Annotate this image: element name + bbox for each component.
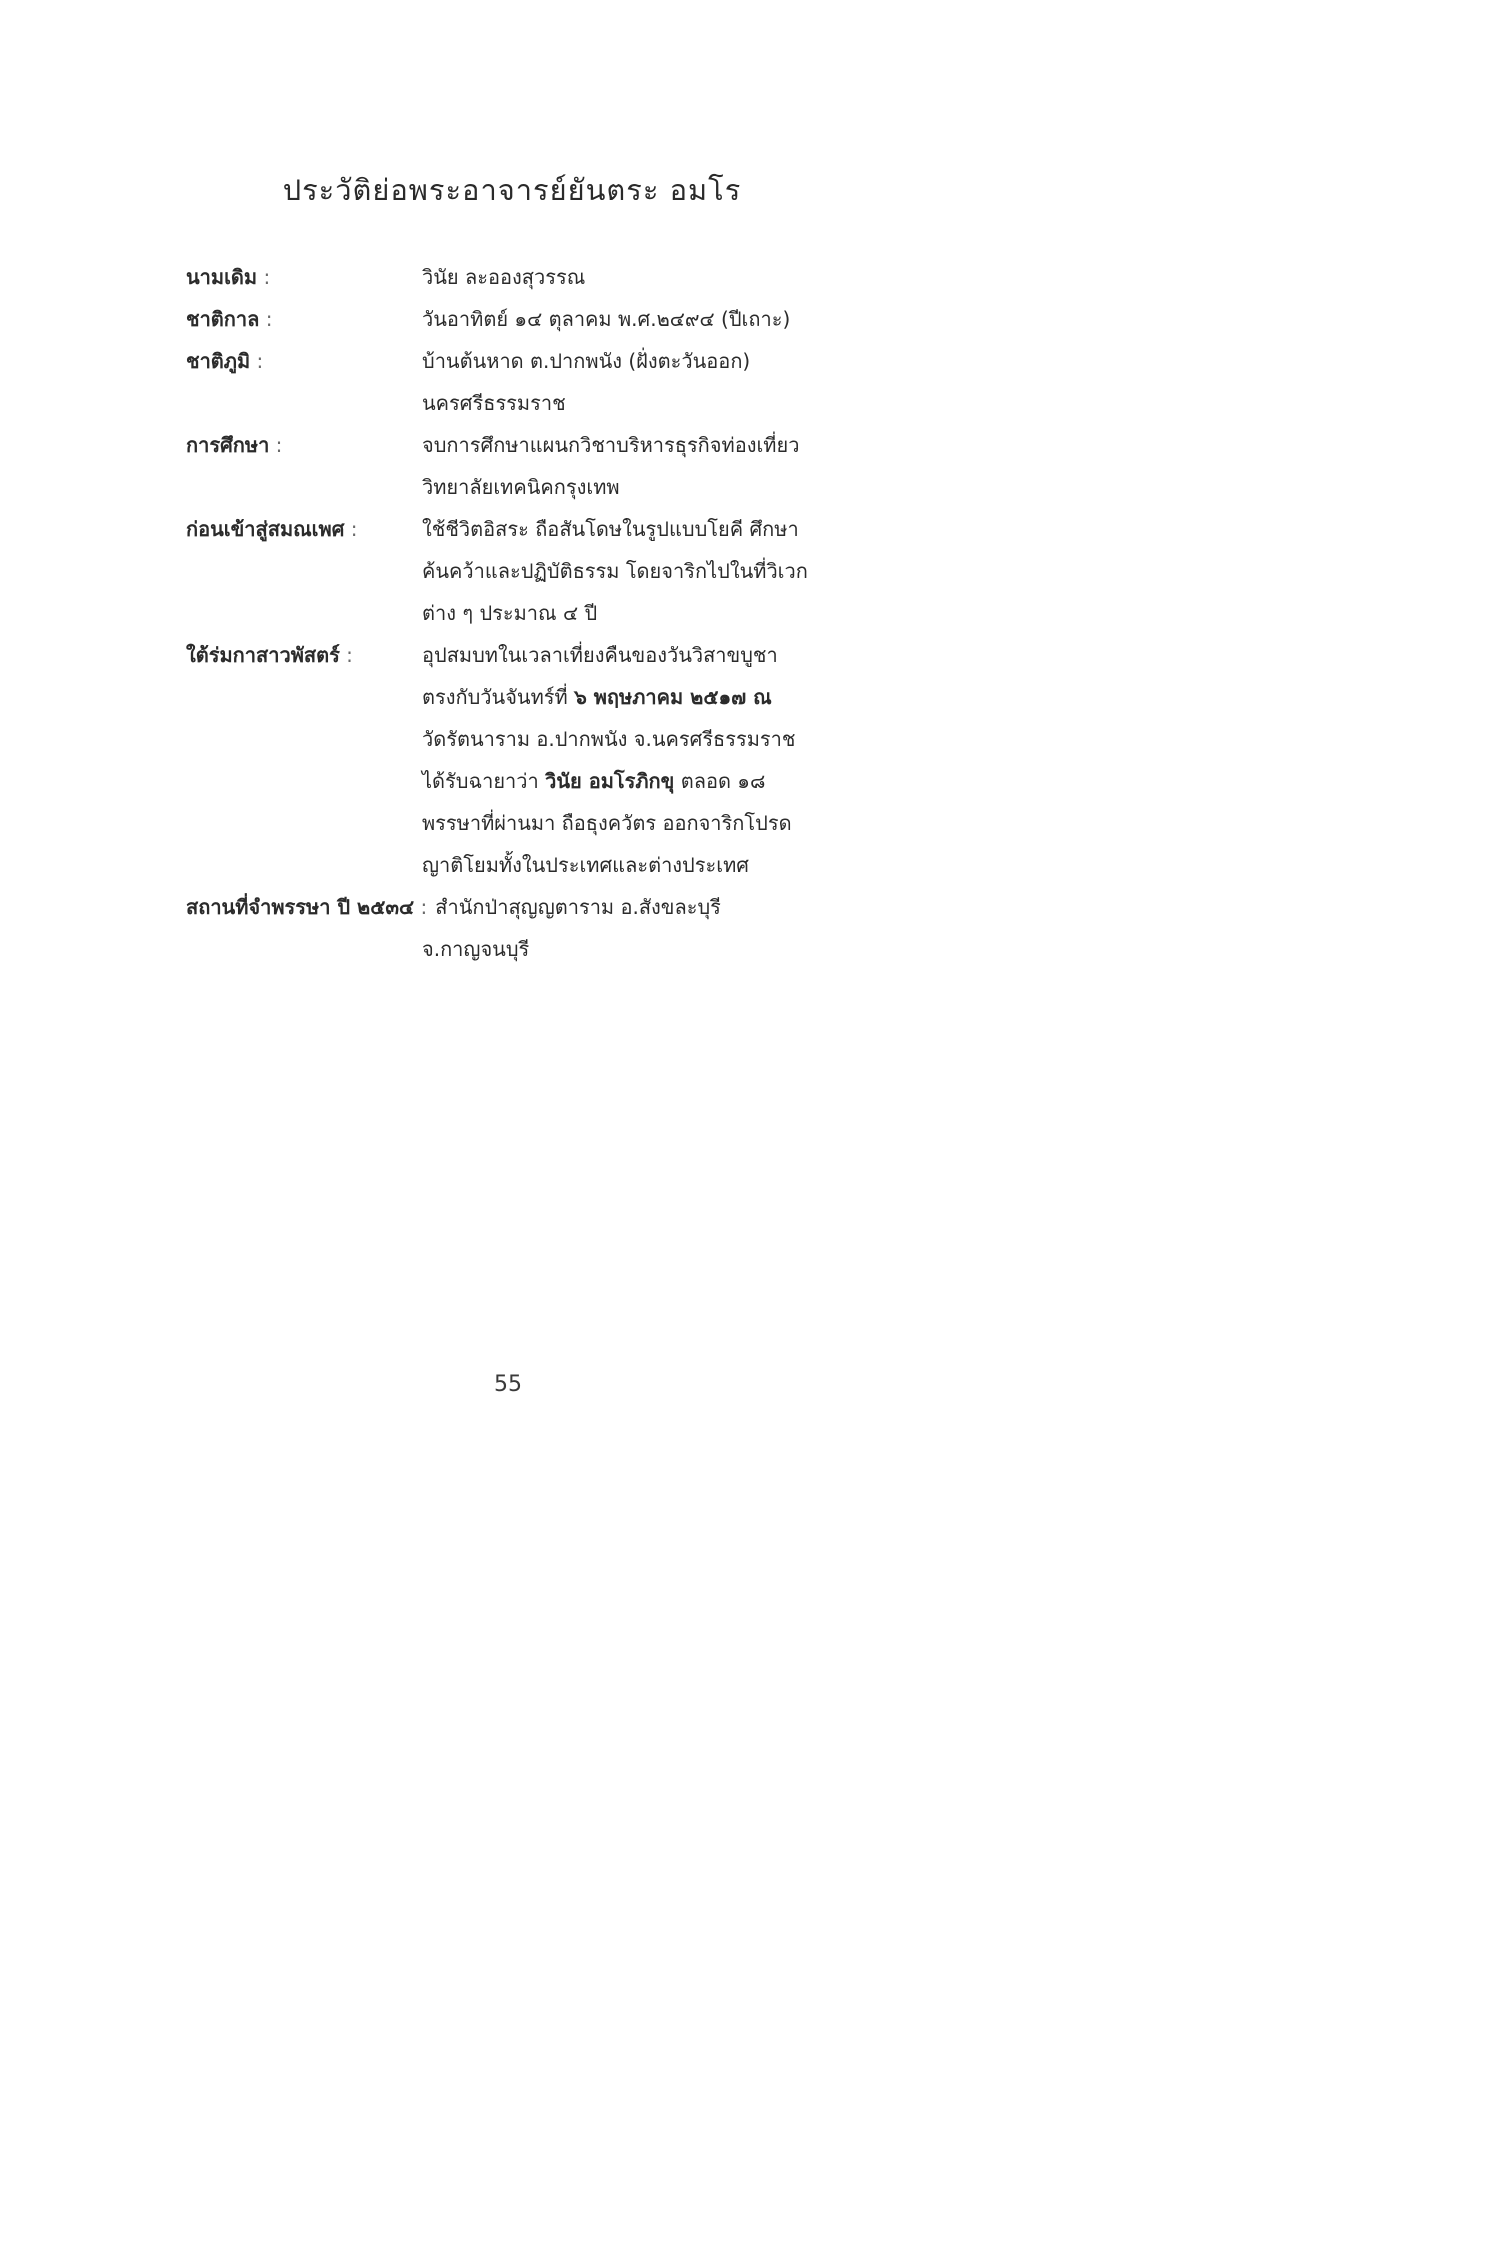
value-line: ใช้ชีวิตอิสระ ถือสันโดษในรูปแบบโยคี ศึกษา bbox=[422, 517, 799, 541]
value-line: วัดรัตนาราม อ.ปากพนัง จ.นครศรีธรรมราช bbox=[422, 727, 796, 751]
entry-birthplace bbox=[186, 340, 866, 424]
entry-label: ชาติภูมิ : bbox=[186, 349, 264, 373]
entry-ordination bbox=[186, 634, 866, 886]
page-title: ประวัติย่อพระอาจารย์ยันตระ อมโร bbox=[282, 173, 742, 207]
value-line: สถานที่จำพรรษา ปี ๒๕๓๔ : สำนักป่าสุญญตาราม อ.สังขละบุรี bbox=[186, 895, 721, 919]
entry-before-ordination bbox=[186, 508, 866, 634]
value-line: จ.กาญจนบุรี bbox=[422, 937, 530, 961]
entry-original-name bbox=[186, 256, 866, 298]
entry-value bbox=[422, 256, 866, 298]
entry-label: สถานที่จำพรรษา ปี ๒๕๓๔ : bbox=[186, 895, 428, 919]
value-line: จบการศึกษาแผนกวิชาบริหารธุรกิจท่องเที่ยว bbox=[422, 433, 800, 457]
value-line: อุปสมบทในเวลาเที่ยงคืนของวันวิสาขบูชา bbox=[422, 643, 778, 667]
entry-label: ก่อนเข้าสู่สมณเพศ : bbox=[186, 517, 358, 541]
value-line: บ้านต้นหาด ต.ปากพนัง (ฝั่งตะวันออก) bbox=[422, 349, 751, 373]
entry-education bbox=[186, 424, 866, 508]
value-line: พรรษาที่ผ่านมา ถือธุงควัตร ออกจาริกโปรด bbox=[422, 811, 792, 835]
entry-value bbox=[422, 340, 866, 424]
entry-label: การศึกษา : bbox=[186, 433, 283, 457]
value-line: วินัย ละอองสุวรรณ bbox=[422, 265, 586, 289]
ordination-date: ๖ พฤษภาคม ๒๕๑๗ ณ bbox=[574, 685, 772, 709]
entry-label: ชาติกาล : bbox=[186, 307, 273, 331]
entry-rains-retreat bbox=[186, 886, 866, 970]
biography-entries bbox=[186, 256, 866, 970]
value-line: ต่าง ๆ ประมาณ ๔ ปี bbox=[422, 601, 598, 625]
value-line: วันอาทิตย์ ๑๔ ตุลาคม พ.ศ.๒๔๙๔ (ปีเถาะ) bbox=[422, 307, 791, 331]
value-line: ตรงกับวันจันทร์ที่ ๖ พฤษภาคม ๒๕๑๗ ณ bbox=[422, 685, 772, 709]
entry-birth-date bbox=[186, 298, 866, 340]
entry-label: ใต้ร่มกาสาวพัสตร์ : bbox=[186, 643, 353, 667]
value-line: ญาติโยมทั้งในประเทศและต่างประเทศ bbox=[422, 853, 749, 877]
entry-label: นามเดิม : bbox=[186, 265, 271, 289]
entry-value bbox=[186, 886, 866, 970]
entry-value bbox=[422, 508, 866, 634]
value-line: ได้รับฉายาว่า วินัย อมโรภิกขุ ตลอด ๑๘ bbox=[422, 769, 766, 793]
value-line: นครศรีธรรมราช bbox=[422, 391, 566, 415]
value-line: วิทยาลัยเทคนิคกรุงเทพ bbox=[422, 475, 620, 499]
document-page bbox=[0, 0, 1050, 1582]
entry-value bbox=[422, 298, 866, 340]
entry-value bbox=[422, 424, 866, 508]
page-number: 55 bbox=[494, 1372, 522, 1397]
entry-value bbox=[422, 634, 866, 886]
value-line: ค้นคว้าและปฏิบัติธรรม โดยจาริกไปในที่วิเวก bbox=[422, 559, 808, 583]
monastic-name: วินัย อมโรภิกขุ bbox=[545, 769, 675, 793]
